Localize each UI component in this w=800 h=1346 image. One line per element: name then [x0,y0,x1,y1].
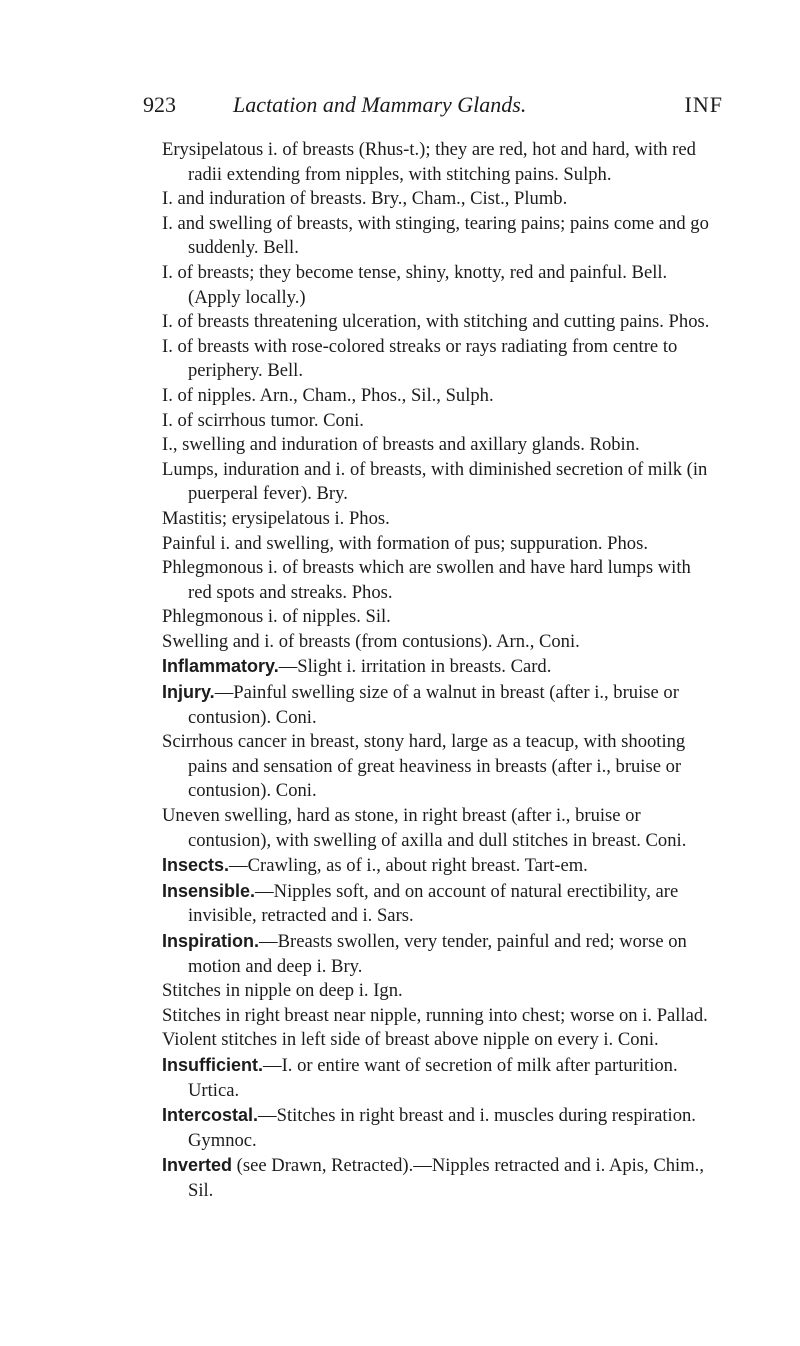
entry-text: —Painful swelling size of a walnut in breast (after i., bruise or contusion). Coni. [188,682,679,728]
entry-text: Mastitis; erysipelatous i. Phos. [162,507,390,529]
entry-text: I. of breasts; they become tense, shiny, knotty, red and painful. Bell. (Apply locally.) [162,261,668,308]
list-item [162,929,717,979]
entry-text: I. of nipples. Arn., Cham., Phos., Sil., Sulph. [162,384,494,406]
running-title: Lactation and Mammary Glands. [233,92,527,117]
entry-text: Painful i. and swelling, with formation of pus; suppuration. Phos. [162,532,648,554]
entry-text: —Crawling, as of i., about right breast. Tart-em. [229,855,588,877]
list-item [162,680,717,730]
entry-text: —I. or entire want of secretion of milk after parturition. Urtica. [188,1054,678,1101]
list-item [162,384,717,409]
entry-text: Swelling and i. of breasts (from contusions). Arn., Coni. [162,630,580,652]
list-item [162,433,717,458]
rubric-heading: Injury. [162,682,215,703]
list-item [162,556,717,605]
entry-text: I. of scirrhous tumor. Coni. [162,409,364,431]
entry-text: I. and swelling of breasts, with stinging, tearing pains; pains come and go suddenly. Bell. [162,212,709,259]
entry-text: Stitches in nipple on deep i. Ign. [162,980,403,1002]
rubric-heading: Inverted [162,1155,233,1176]
list-item [162,138,717,187]
entry-text: I., swelling and induration of breasts and axillary glands. Robin. [162,434,640,456]
list-item [162,1153,717,1203]
list-item [162,187,717,212]
list-item [162,853,717,879]
rubric-heading: Insufficient. [162,1054,264,1075]
rubric-heading: Insects. [162,855,230,876]
entry-text: —Slight i. irritation in breasts. Card. [278,656,552,678]
entry-text: I. of breasts with rose-colored streaks or rays radiating from centre to periphery. Bell. [162,335,678,382]
page-number: 923 [143,92,176,117]
list-item [162,458,717,507]
list-item [162,532,717,557]
list-item [162,409,717,434]
list-item [162,212,717,261]
entry-text: Scirrhous cancer in breast, stony hard, large as a teacup, with shooting pains and sensation of great heaviness in breasts (after i., bruise or contusion). Coni. [162,731,686,802]
list-item [162,1028,717,1053]
list-item [162,335,717,384]
entry-text: Phlegmonous i. of breasts which are swollen and have hard lumps with red spots and streaks. Phos. [162,557,691,603]
list-item [162,1053,717,1103]
section-mark: INF [684,92,723,117]
list-item [162,630,717,655]
entry-text: (see Drawn, Retracted).—Nipples retracted and i. Apis, Chim., Sil. [188,1155,704,1201]
rubric-heading: Insensible. [162,880,256,901]
list-item [162,1103,717,1153]
entry-text: —Breasts swollen, very tender, painful and red; worse on motion and deep i. Bry. [188,931,687,977]
entry-list [162,138,717,1204]
entry-text: I. of breasts threatening ulceration, with stitching and cutting pains. Phos. [162,311,710,333]
entry-text: Lumps, induration and i. of breasts, with diminished secretion of milk (in puerperal fever). Bry. [162,458,708,505]
list-item [162,507,717,532]
rubric-heading: Inflammatory. [162,656,279,677]
list-item [162,605,717,630]
entry-text: I. and induration of breasts. Bry., Cham., Cist., Plumb. [162,188,568,210]
rubric-heading: Intercostal. [162,1105,259,1126]
entry-text: Uneven swelling, hard as stone, in right breast (after i., bruise or contusion), with swelling of axilla and dull stitches in breast. Coni. [162,805,687,851]
entry-text: Phlegmonous i. of nipples. Sil. [162,606,391,628]
list-item [162,654,717,680]
list-item [162,1004,717,1029]
list-item [162,730,717,804]
entry-text: Stitches in right breast near nipple, running into chest; worse on i. Pallad. [162,1004,708,1026]
list-item [162,261,717,310]
entry-text: —Stitches in right breast and i. muscles during respiration. Gymnoc. [188,1105,696,1151]
list-item [162,979,717,1004]
list-item [162,879,717,929]
list-item [162,804,717,853]
entry-text: Violent stitches in left side of breast above nipple on every i. Coni. [162,1029,659,1051]
rubric-heading: Inspiration. [162,931,260,951]
list-item [162,310,717,335]
entry-text: —Nipples soft, and on account of natural erectibility, are invisible, retracted and i. Sars. [188,880,679,927]
entry-text: Erysipelatous i. of breasts (Rhus-t.); they are red, hot and hard, with red radii extending from nipples, with stitching pains. Sulph. [162,139,696,185]
page-header [143,92,723,122]
